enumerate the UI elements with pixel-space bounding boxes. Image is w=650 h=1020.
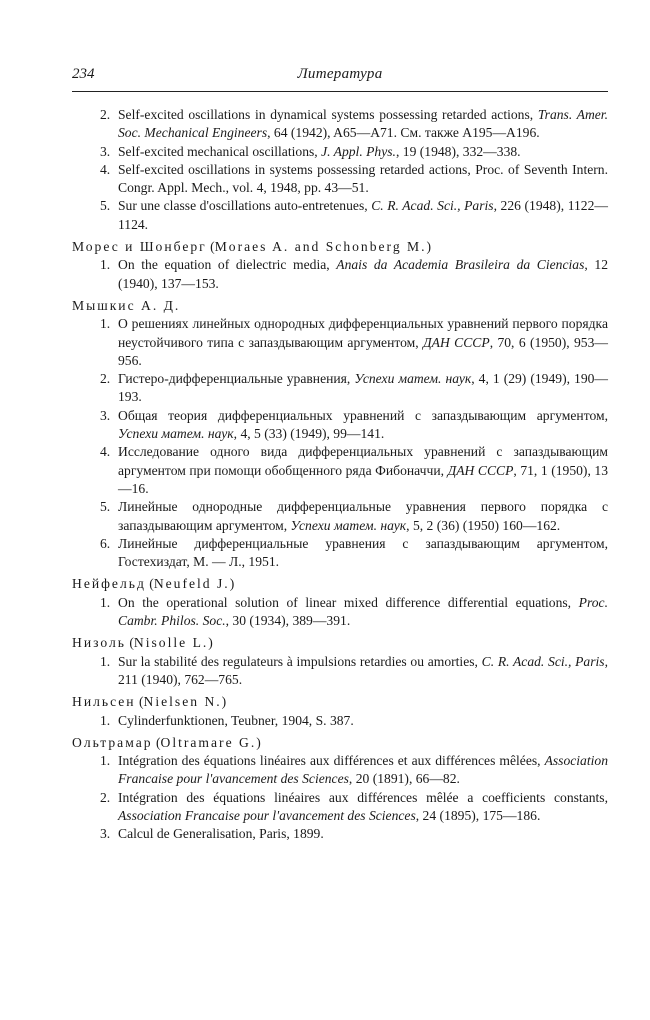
author-latin-name: Nisolle L. [133, 635, 209, 651]
reference-text: On the operational solution of linear mixed difference differential equations, [118, 594, 579, 610]
author-latin-name: Neufeld J. [153, 576, 230, 592]
reference-entry [72, 594, 608, 631]
bibliography-list [72, 106, 608, 844]
reference-text: Общая теория дифференциальных уравнений с запаздывающим аргументом, [118, 407, 608, 423]
reference-entry [72, 825, 608, 843]
reference-text: Self-excited oscillations in dynamical systems possessing retarded actions, [118, 107, 538, 122]
reference-source: Anais da Academia Brasileira da Ciencias [336, 257, 585, 273]
reference-source: Успехи матем. наук [354, 371, 472, 387]
reference-details: , 4, 5 (33) (1949), 99—141. [233, 426, 385, 442]
reference-entry [72, 752, 608, 789]
reference-entry [72, 197, 608, 234]
header-rule [72, 91, 608, 92]
reference-number: 3. [100, 826, 111, 842]
author-heading [72, 297, 608, 315]
reference-entry [72, 143, 608, 161]
reference-details: , 70, 6 (1950), 953—956. [118, 334, 608, 368]
reference-source: Успехи матем. наук [118, 426, 234, 442]
reference-details: , 211 (1940), 762—765. [118, 653, 608, 687]
reference-text: Исследование одного вида дифференциальных уравнений с запаздывающим аргументом при помощи обобщенного ряда Фибоначчи, [118, 444, 608, 478]
reference-number: 1. [100, 653, 111, 669]
reference-details: , 64 (1942), A65—A71. См. также A195—A196. [267, 125, 540, 141]
reference-source: Trans. Amer. Soc. Mechanical Engineers [118, 107, 608, 141]
reference-number: 1. [100, 257, 111, 273]
reference-source: ДАН СССР [423, 334, 490, 350]
reference-source: ДАН СССР [447, 462, 514, 478]
reference-details: , 226 (1948), 1122—1124. [118, 198, 608, 232]
author-heading: Нильсен (Nielsen N.) [72, 694, 227, 710]
reference-text: Intégration des équations linéaires aux différences mêlée a coefficients constants, [118, 789, 608, 805]
page-header [72, 66, 608, 92]
reference-number: 2. [100, 789, 111, 805]
reference-text: О решениях линейных однородных дифференциальных уравнений первого порядка неустойчивого типа с запаздывающим аргументом, [118, 316, 608, 350]
author-name: Низоль [72, 635, 126, 651]
reference-number: 3. [100, 407, 111, 423]
author-name: Нильсен [72, 694, 136, 710]
reference-number: 6. [100, 535, 111, 551]
reference-number: 1. [100, 316, 111, 332]
reference-entry [72, 653, 608, 690]
author-heading: Ольтрамар (Oltramare G.) [72, 734, 261, 750]
author-name: Ольтрамар [72, 734, 153, 750]
reference-details: , 20 (1891), 66—82. [348, 771, 460, 787]
reference-text: Sur la stabilité des regulateurs à impulsions retardies ou amorties, [118, 653, 482, 669]
author-latin-name: Oltramare G. [160, 734, 257, 750]
reference-number: 5. [100, 499, 111, 515]
reference-text: On the equation of dielectric media, [118, 257, 337, 273]
reference-entry [72, 712, 608, 730]
reference-number: 2. [100, 371, 111, 387]
reference-text: Линейные дифференциальные уравнения с запаздывающим аргументом, Гостехиздат, М. — Л., 1951. [118, 535, 608, 570]
reference-number: 4. [100, 161, 111, 177]
reference-details: , 30 (1934), 389—391. [225, 613, 351, 629]
author-latin-name: Nielsen N. [143, 694, 222, 710]
author-name: Нейфельд [72, 576, 146, 592]
reference-source: Association Francaise pour l'avancement des Sciences [118, 807, 416, 823]
author-heading: Нейфельд (Neufeld J.) [72, 576, 235, 592]
reference-source: Association Francaise pour l'avancement des Sciences [118, 753, 608, 787]
page-number: 234 [72, 66, 95, 82]
running-title: Литература [297, 66, 383, 82]
reference-number: 2. [100, 107, 111, 122]
reference-source: Proc. Cambr. Philos. Soc. [118, 594, 608, 629]
reference-number: 1. [100, 712, 111, 728]
reference-text: Sur une classe d'oscillations auto-entretenues, [118, 198, 372, 214]
reference-text: Гистеро-дифференциальные уравнения, [118, 371, 355, 387]
reference-number: 5. [100, 198, 111, 214]
reference-details: , 5, 2 (36) (1950) 160—162. [406, 517, 561, 533]
reference-details: , 12 (1940), 137—153. [118, 257, 608, 291]
reference-entry [72, 370, 608, 407]
reference-entry [72, 161, 608, 198]
reference-entry [72, 498, 608, 535]
reference-source: J. Appl. Phys. [321, 143, 396, 159]
reference-source: C. R. Acad. Sci., Paris [481, 653, 605, 669]
reference-source: C. R. Acad. Sci., Paris [371, 198, 494, 214]
reference-entry [72, 256, 608, 293]
reference-text: Self-excited oscillations in systems possessing retarded actions, Proc. of Seventh Intern. Congr. Appl. Mech., vol. 4, 1948, pp. 43—51. [118, 161, 608, 196]
reference-details: , 4, 1 (29) (1949), 190—193. [118, 371, 609, 405]
reference-number: 3. [100, 143, 111, 159]
author-heading: Низоль (Nisolle L.) [72, 635, 213, 651]
reference-number: 1. [100, 594, 111, 610]
reference-text: Intégration des équations linéaires aux différences et aux différences mêlées, [118, 753, 545, 769]
reference-entry [72, 106, 608, 143]
author-heading: Морес и Шонберг (Moraes A. and Schonberg M.) [72, 239, 432, 255]
reference-entry [72, 315, 608, 370]
reference-text: Cylinderfunktionen, Teubner, 1904, S. 387. [118, 712, 354, 728]
reference-number: 1. [100, 753, 111, 769]
reference-details: , 71, 1 (1950), 13—16. [118, 462, 608, 496]
reference-text: Self-excited mechanical oscillations, [118, 143, 322, 159]
author-latin-name: Moraes A. and Schonberg M. [214, 239, 427, 255]
reference-details: , 19 (1948), 332—338. [395, 143, 521, 159]
author-name: Мышкис А. Д. [72, 297, 181, 313]
reference-text: Линейные однородные дифференциальные уравнения первого порядка с запаздывающим аргументом, [118, 499, 608, 533]
reference-details: , 24 (1895), 175—186. [415, 807, 541, 823]
author-name: Морес и Шонберг [72, 239, 207, 255]
reference-number: 4. [100, 444, 111, 460]
reference-entry [72, 443, 608, 498]
reference-entry [72, 407, 608, 444]
reference-text: Calcul de Generalisation, Paris, 1899. [118, 826, 324, 842]
reference-entry [72, 535, 608, 572]
reference-entry [72, 789, 608, 826]
reference-source: Успехи матем. наук [290, 517, 407, 533]
